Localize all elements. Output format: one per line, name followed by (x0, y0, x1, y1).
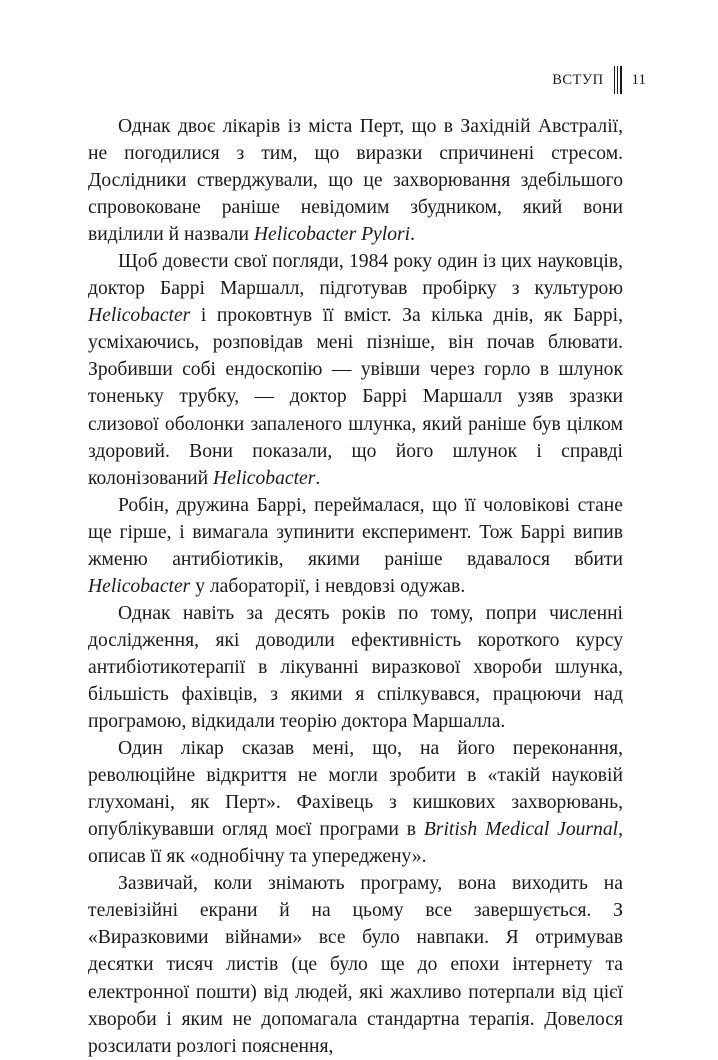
text-run: , описав її як «однобічну та упереджену». (88, 819, 623, 868)
text-run: Зазвичай, коли знімають програму, вона виходить на телевізійні екрани й на цьому все завершується. З «Виразковими війнами» все було навпаки. Я отримував десятки тисяч листів (це було ще до епохи інтернету та електронної пошти) від людей, які жахливо потерпали від цієї хвороби і яким не допомагала стандартна терапія. Довелося розсилати розлогі пояснення, (88, 873, 623, 1057)
text-run: Однак навіть за десять років по тому, попри численні дослідження, які доводили ефективність короткого курсу антибіотикотерапії в лікуванні виразкової хвороби шлунка, більшість фахівців, з якими я спілкувався, працюючи над програмою, відкидали теорію доктора Маршалла. (88, 602, 623, 733)
paragraph (88, 870, 623, 1059)
paragraph (88, 735, 623, 870)
section-title: ВСТУП (552, 71, 604, 88)
paragraph (88, 248, 623, 491)
italic-term: British Medical Journal (423, 819, 619, 841)
italic-term: Helicobacter (88, 305, 191, 327)
italic-term: Helicobacter Pylori (253, 224, 411, 246)
italic-term: Helicobacter (213, 467, 316, 489)
text-run: . (410, 224, 415, 246)
text-run: Щоб довести свої погляди, 1984 року один із цих науковців, доктор Баррі Маршалл, підготував пробірку з культурою (88, 251, 623, 300)
body-text (88, 113, 623, 1060)
text-run: і проковтнув її вміст. За кілька днів, як Баррі, усміхаючись, розповідав мені пізніше, він почав блювати. Зробивши собі ендоскопію — увівши через горло в шлунок тоненьку трубку, — доктор Баррі Маршалл узяв зразки слизової оболонки запаленого шлунка, який раніше був цілком здоровий. Вони показали, що його шлунок і справді колонізований (88, 305, 623, 489)
paragraph (88, 492, 623, 600)
page-number: 11 (631, 71, 646, 88)
italic-term: Helicobacter (88, 575, 191, 597)
text-run: Робін, дружина Баррі, переймалася, що її чоловікові стане ще гірше, і вимагала зупинити експеримент. Тож Баррі випив жменю антибіотиків, якими раніше вдавалося вбити (88, 494, 623, 570)
paragraph (88, 600, 623, 735)
paragraph (88, 113, 623, 248)
text-run: Один лікар сказав мені, що, на його переконання, революційне відкриття не могли зробити в «такій науковій глухомані, як Перт». Фахівець з кишкових захворювань, опублікувавши огляд моєї програми в (88, 738, 623, 841)
text-run: . (315, 467, 321, 489)
header-divider-bars (614, 66, 622, 94)
running-header (552, 66, 646, 94)
text-run: Однак двоє лікарів із міста Перт, що в Західній Австралії, не погодилися з тим, що виразки спричинені стресом. Дослідники стверджували, що це захворювання здебільшого спровоковане раніше невідомим збудником, який вони виділили й назвали (88, 116, 623, 246)
text-run: у лабораторії, і невдовзі одужав. (190, 575, 466, 597)
